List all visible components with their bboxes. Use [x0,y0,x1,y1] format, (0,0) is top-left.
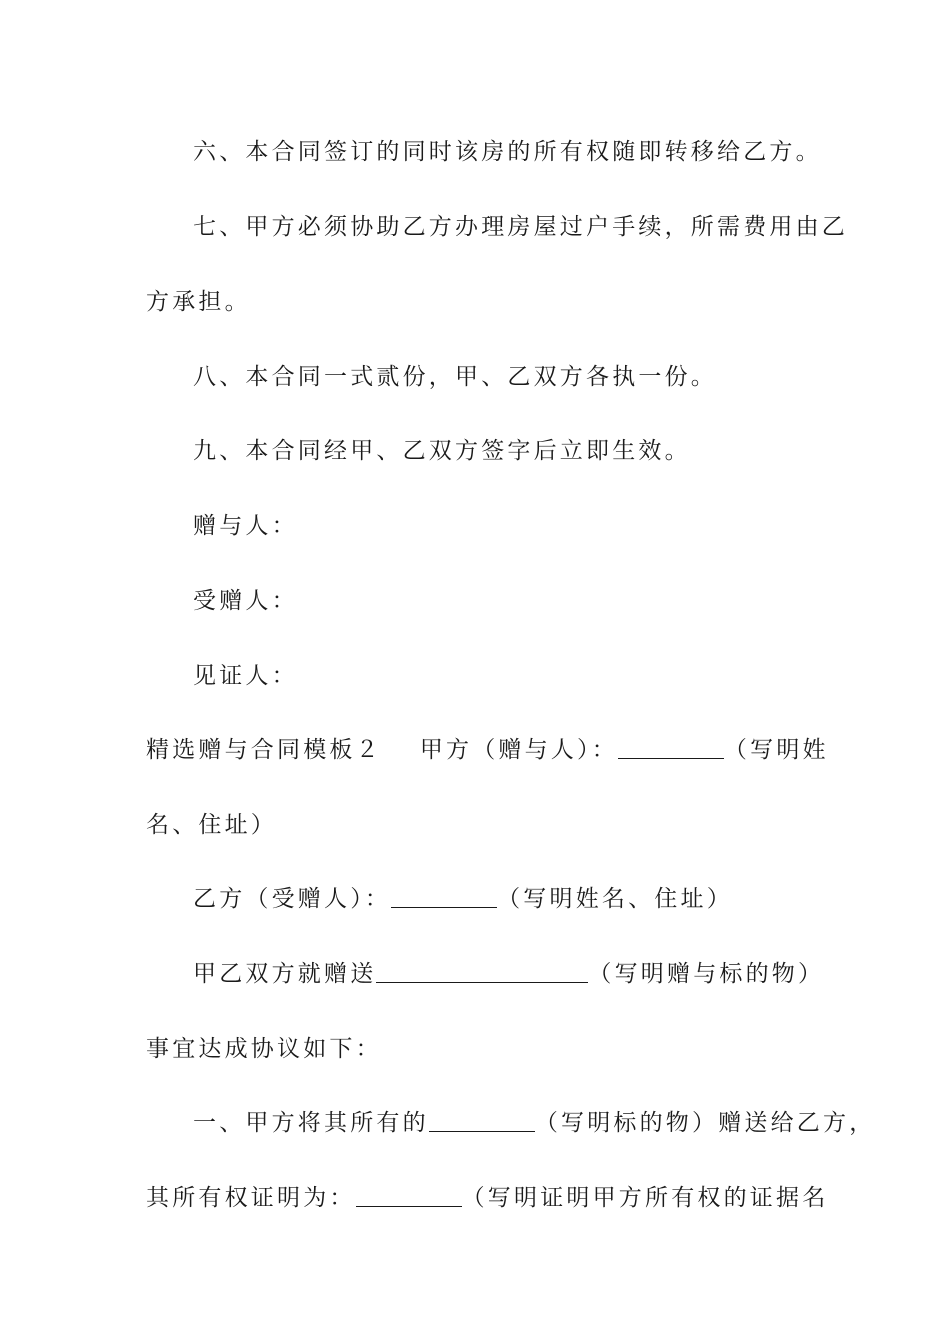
party-a-blank [618,736,724,759]
party-b-blank [391,885,497,908]
ownership-proof-label: 其所有权证明为： [146,1185,356,1211]
donee-signature-label: 受赠人： [193,588,298,614]
party-b-hint: （写明姓名、住址） [497,886,733,912]
clause-1-label: 一、甲方将其所有的 [193,1110,429,1136]
party-a-label: 甲方（赠与人）： [419,737,618,763]
gift-subject-blank [376,960,588,983]
clause-9: 九、本合同经甲、乙双方签字后立即生效。 [193,438,691,464]
clause-1-subject-blank [429,1109,535,1132]
party-a-hint: （写明姓 [723,737,829,763]
witness-signature-label: 见证人： [193,663,298,689]
party-b-label: 乙方（受赠人）： [193,886,392,912]
intro-hint: （写明赠与标的物） [588,961,825,987]
clause-1-continued-line [146,1183,829,1213]
party-b-line [193,884,811,914]
template2-heading-line [146,735,829,765]
intro-continued: 事宜达成协议如下： [146,1036,382,1062]
donor-signature-label: 赠与人： [193,513,298,539]
clause-1-hint: （写明标的物）赠送给乙方， [534,1110,876,1136]
clause-7-line-2: 方承担。 [146,289,251,315]
clause-1-line [193,1108,876,1138]
clause-8: 八、本合同一式贰份，甲、乙双方各执一份。 [193,364,717,390]
ownership-proof-hint: （写明证明甲方所有权的证据名 [461,1185,829,1211]
clause-7-line-1: 七、甲方必须协助乙方办理房屋过户手续，所需费用由乙 [193,214,848,240]
template2-heading: 精选赠与合同模板２ [146,737,382,763]
party-a-hint-continued: 名、住址） [146,812,277,838]
intro-line [193,959,825,989]
ownership-proof-blank [356,1184,462,1207]
intro-label: 甲乙双方就赠送 [193,961,377,987]
clause-6: 六、本合同签订的同时该房的所有权随即转移给乙方。 [193,139,822,165]
